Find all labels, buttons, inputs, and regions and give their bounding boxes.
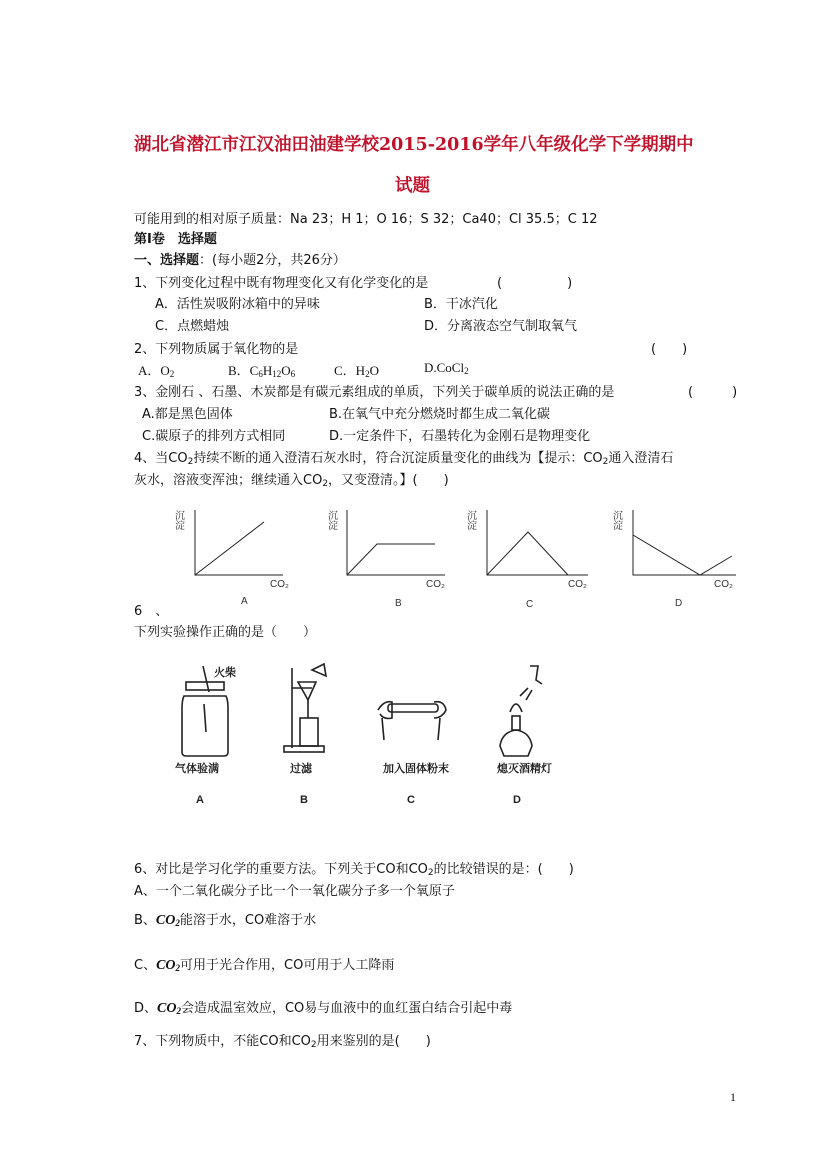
q7-stem: 7、下列物质中，不能CO和$CO_2$用来鉴别的是( ): [134, 1034, 431, 1050]
q2-option-d: D.CoCl$_2$: [424, 360, 469, 376]
q2-stem: 2、下列物质属于氧化物的是: [134, 342, 299, 357]
doc-title-line2: 试题: [395, 176, 430, 196]
graph-b-ylabel: 沉淀: [325, 510, 337, 530]
atomic-mass-note: 可能用到的相对原子质量：Na 23；H 1；O 16；S 32；Ca40；Cl 35.5；C 12: [134, 212, 598, 227]
q6a-stem: 下列实验操作正确的是（ ）: [134, 625, 317, 640]
q6a-apparatus-pictures: [0, 660, 827, 820]
q3-option-b: B.在氧气中充分燃烧时都生成二氧化碳: [329, 407, 551, 422]
q4-line1: 4、当$CO_2$持续不断的通入澄清石灰水时，符合沉淀质量变化的曲线为【提示：$CO_2$通入澄清石: [134, 451, 674, 467]
graph-d: [611, 510, 737, 609]
graph-b-letter: B: [395, 598, 402, 609]
q1-option-c: C．点燃蜡烛: [155, 319, 230, 334]
q6a-number: 6 、: [134, 604, 169, 619]
q1-option-b: B．干冰汽化: [424, 297, 498, 312]
q3-option-a: A.都是黑色固体: [142, 407, 233, 422]
picture-a-letter: A: [196, 794, 204, 806]
section-title: 一、选择题: [134, 253, 200, 268]
q1-stem: 1、下列变化过程中既有物理变化又有化学变化的是: [134, 276, 429, 291]
page-number: 1: [730, 1090, 736, 1104]
q6b-option-b: B、$CO_2$能溶于水，CO难溶于水: [134, 913, 317, 928]
graph-a-curve: [195, 522, 264, 575]
graph-a-ylabel: 沉淀: [172, 510, 184, 530]
graph-a-xlabel: CO₂: [270, 579, 289, 590]
picture-d-lamp: [496, 666, 552, 806]
q2-option-a: A．$O_2$: [138, 363, 175, 379]
part-title: 第Ⅰ卷 选择题: [134, 232, 217, 247]
picture-b-label: 过滤: [290, 763, 312, 775]
graph-c-xlabel: CO₂: [568, 579, 587, 590]
q1-paren: ( ): [497, 276, 573, 291]
graph-d-xlabel: CO₂: [714, 579, 733, 590]
graph-b-xlabel: CO₂: [426, 579, 445, 590]
q2-paren: ( ): [651, 342, 688, 357]
graph-d-curve: [633, 535, 732, 575]
match-label: 火柴: [214, 667, 236, 679]
q3-stem: 3、金刚石 、石墨、木炭都是有碳元素组成的单质，下列关于碳单质的说法正确的是: [134, 385, 615, 400]
q4-line2: 灰水，溶液变浑浊；继续通入$CO_2$，又变澄清。】( ): [134, 473, 449, 489]
q6b-option-c: C、$CO_2$可用于光合作用，CO可用于人工降雨: [134, 958, 395, 973]
graph-c-ylabel: 沉淀: [464, 510, 476, 530]
q6b-stem: 6、对比是学习化学的重要方法。下列关于CO和$CO_2$的比较错误的是：( ): [134, 862, 574, 878]
q2-option-b: B．$C_6H_{12}O_6$: [228, 363, 296, 379]
picture-c-powder: [378, 702, 449, 806]
graph-b-curve: [347, 544, 435, 575]
picture-b-letter: B: [300, 794, 308, 806]
q1-option-a: A．活性炭吸附冰箱中的异味: [155, 297, 320, 312]
graph-c-curve: [487, 532, 568, 575]
q2-option-c: C．$H_2O$: [334, 363, 379, 379]
q4-graphs: [0, 500, 827, 620]
graph-c: [465, 510, 589, 610]
q1-option-d: D．分离液态空气制取氧气: [424, 319, 578, 334]
q3-option-c: C.碳原子的排列方式相同: [142, 429, 286, 444]
doc-title-line1: 湖北省潜江市江汉油田油建学校2015-2016学年八年级化学下学期期中: [134, 135, 694, 155]
graph-d-letter: D: [675, 598, 683, 609]
picture-c-letter: C: [407, 794, 415, 806]
q6b-option-a: A、一个二氧化碳分子比一个一氧化碳分子多一个氧原子: [134, 884, 455, 899]
graph-a-letter: A: [241, 596, 248, 607]
q6b-option-d: D、$CO_2$会造成温室效应，CO易与血液中的血红蛋白结合引起中毒: [134, 1001, 513, 1016]
picture-d-label: 熄灭酒精灯: [497, 763, 552, 775]
picture-a-gas-test: [175, 665, 236, 806]
section-heading: [134, 249, 346, 268]
graph-b: [326, 510, 446, 609]
graph-c-letter: C: [526, 599, 534, 610]
picture-a-label: 气体验满: [175, 763, 219, 775]
graph-d-ylabel: 沉淀: [610, 510, 622, 530]
graph-a: [173, 510, 290, 607]
section-note: ：(每小题2分，共26分）: [199, 253, 346, 268]
picture-d-letter: D: [513, 794, 521, 806]
q3-option-d: D.一定条件下，石墨转化为金刚石是物理变化: [329, 429, 591, 444]
picture-c-label: 加入固体粉末: [383, 763, 449, 775]
q3-paren: ( ): [688, 385, 738, 400]
picture-b-filter: [284, 664, 326, 806]
